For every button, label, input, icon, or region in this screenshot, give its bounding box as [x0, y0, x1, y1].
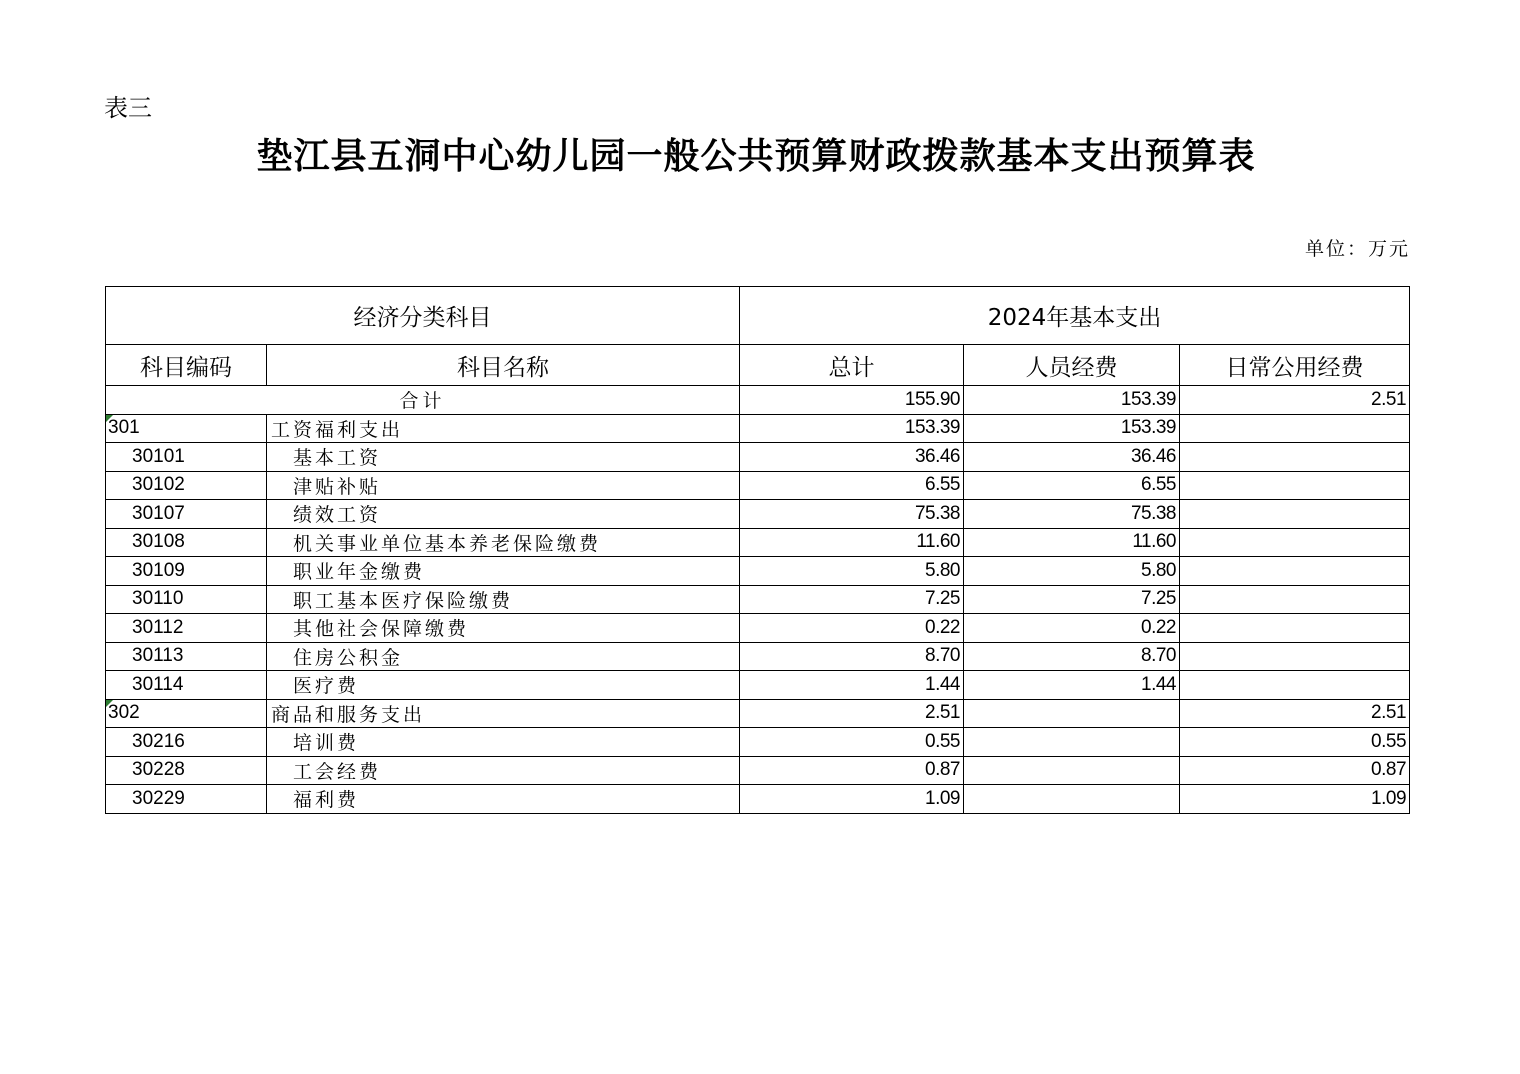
code-cell: 30107: [106, 500, 267, 529]
public-cell: [1180, 528, 1410, 557]
code-cell: 30109: [106, 557, 267, 586]
public-cell: [1180, 642, 1410, 671]
budget-table: [105, 286, 1410, 814]
public-cell: [1180, 414, 1410, 443]
document-label: 表三: [104, 94, 152, 122]
total-cell: 153.39: [740, 414, 964, 443]
public-cell: [1180, 671, 1410, 700]
public-cell: [1180, 500, 1410, 529]
personnel-cell: [964, 785, 1180, 814]
unit-label: 单位：万元: [1304, 238, 1410, 260]
name-cell: 工会经费: [267, 756, 740, 785]
public-cell: [1180, 557, 1410, 586]
code-cell: 30110: [106, 585, 267, 614]
cell-marker-icon: [106, 700, 113, 707]
table-row: [106, 585, 1410, 614]
header-public: 日常公用经费: [1180, 345, 1410, 386]
personnel-cell: 5.80: [964, 557, 1180, 586]
code-cell: 30108: [106, 528, 267, 557]
total-cell: 8.70: [740, 642, 964, 671]
total-cell: 1.09: [740, 785, 964, 814]
total-cell: 0.55: [740, 728, 964, 757]
total-cell: 7.25: [740, 585, 964, 614]
code-cell: [106, 699, 267, 728]
header-row-1: [106, 287, 1410, 345]
total-cell: 0.22: [740, 614, 964, 643]
personnel-cell: 11.60: [964, 528, 1180, 557]
total-cell: 2.51: [740, 699, 964, 728]
name-cell: 职业年金缴费: [267, 557, 740, 586]
public-cell: [1180, 443, 1410, 472]
name-cell: 津贴补贴: [267, 471, 740, 500]
name-cell: 绩效工资: [267, 500, 740, 529]
public-cell: 1.09: [1180, 785, 1410, 814]
total-cell: 6.55: [740, 471, 964, 500]
personnel-cell: [964, 699, 1180, 728]
table-row: [106, 414, 1410, 443]
table-row: [106, 699, 1410, 728]
header-basic-expense: 2024年基本支出: [740, 287, 1410, 345]
header-personnel: 人员经费: [964, 345, 1180, 386]
personnel-cell: [964, 728, 1180, 757]
table-row: [106, 785, 1410, 814]
personnel-cell: 75.38: [964, 500, 1180, 529]
code-cell: [106, 414, 267, 443]
code-text: 301: [108, 417, 140, 439]
name-cell: 福利费: [267, 785, 740, 814]
code-cell: 30216: [106, 728, 267, 757]
table-row: [106, 614, 1410, 643]
personnel-cell: 36.46: [964, 443, 1180, 472]
table-row: [106, 728, 1410, 757]
table-row: [106, 471, 1410, 500]
personnel-cell: 7.25: [964, 585, 1180, 614]
code-text: 302: [108, 702, 140, 724]
personnel-cell: 0.22: [964, 614, 1180, 643]
public-cell: [1180, 471, 1410, 500]
header-econ-class: 经济分类科目: [106, 287, 740, 345]
header-row-2: [106, 345, 1410, 386]
code-cell: 30229: [106, 785, 267, 814]
code-cell: 30101: [106, 443, 267, 472]
cell-marker-icon: [106, 415, 113, 422]
code-cell: 30112: [106, 614, 267, 643]
code-cell: 30228: [106, 756, 267, 785]
table-row: [106, 528, 1410, 557]
personnel-cell: 1.44: [964, 671, 1180, 700]
name-cell: 机关事业单位基本养老保险缴费: [267, 528, 740, 557]
header-name: 科目名称: [267, 345, 740, 386]
public-cell: 0.87: [1180, 756, 1410, 785]
code-cell: 30113: [106, 642, 267, 671]
personnel-cell: 153.39: [964, 386, 1180, 415]
header-total: 总计: [740, 345, 964, 386]
total-cell: 11.60: [740, 528, 964, 557]
name-cell: 工资福利支出: [267, 414, 740, 443]
name-cell: 职工基本医疗保险缴费: [267, 585, 740, 614]
total-cell: 155.90: [740, 386, 964, 415]
name-cell: 住房公积金: [267, 642, 740, 671]
table-row: [106, 557, 1410, 586]
total-label: 合计: [106, 386, 740, 415]
name-cell: 商品和服务支出: [267, 699, 740, 728]
total-cell: 75.38: [740, 500, 964, 529]
public-cell: 2.51: [1180, 699, 1410, 728]
name-cell: 医疗费: [267, 671, 740, 700]
public-cell: [1180, 614, 1410, 643]
public-cell: 0.55: [1180, 728, 1410, 757]
personnel-cell: 8.70: [964, 642, 1180, 671]
table-row: [106, 756, 1410, 785]
total-cell: 36.46: [740, 443, 964, 472]
code-cell: 30114: [106, 671, 267, 700]
code-cell: 30102: [106, 471, 267, 500]
personnel-cell: 153.39: [964, 414, 1180, 443]
total-cell: 0.87: [740, 756, 964, 785]
name-cell: 培训费: [267, 728, 740, 757]
total-cell: 5.80: [740, 557, 964, 586]
personnel-cell: [964, 756, 1180, 785]
table-row: [106, 642, 1410, 671]
public-cell: 2.51: [1180, 386, 1410, 415]
total-cell: 1.44: [740, 671, 964, 700]
page-title: 垫江县五洞中心幼儿园一般公共预算财政拨款基本支出预算表: [256, 135, 1256, 177]
personnel-cell: 6.55: [964, 471, 1180, 500]
table-row: [106, 671, 1410, 700]
name-cell: 基本工资: [267, 443, 740, 472]
header-code: 科目编码: [106, 345, 267, 386]
name-cell: 其他社会保障缴费: [267, 614, 740, 643]
table-row: [106, 443, 1410, 472]
total-row: [106, 386, 1410, 415]
table-row: [106, 500, 1410, 529]
public-cell: [1180, 585, 1410, 614]
